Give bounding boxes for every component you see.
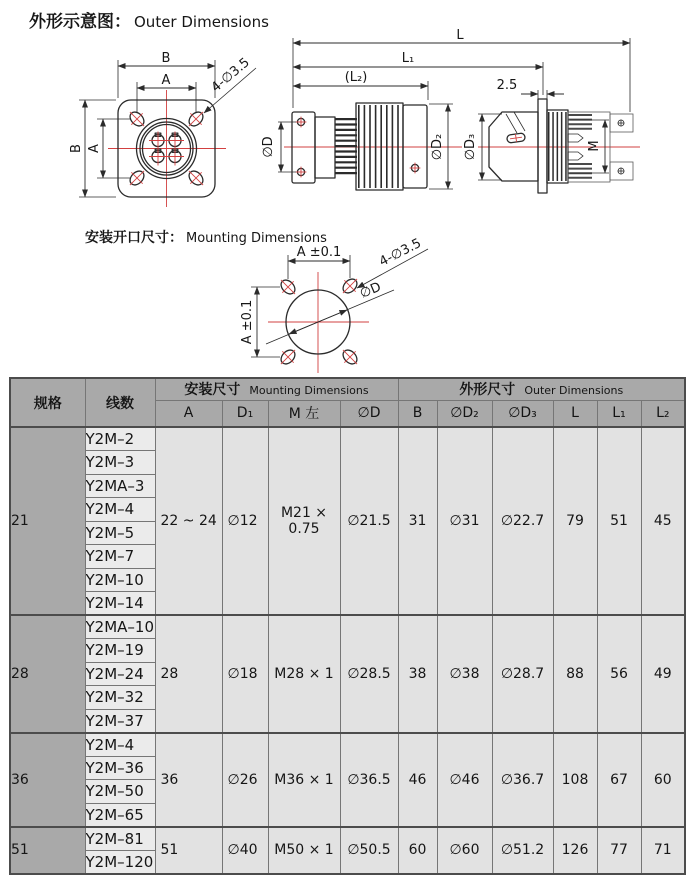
value-cell: 77	[597, 827, 641, 874]
value-cell: ∅22.7	[492, 427, 553, 615]
outer-group-zh: 外形尺寸	[459, 382, 516, 399]
dim-label-l2: (L₂)	[344, 70, 368, 85]
value-cell: 60	[398, 827, 437, 874]
value-cell: ∅40	[222, 827, 268, 874]
value-cell: ∅51.2	[492, 827, 553, 874]
value-cell: ∅18	[222, 615, 268, 733]
col-header-l: L	[553, 400, 597, 427]
value-cell: ∅36.7	[492, 733, 553, 827]
value-cell: 45	[641, 427, 685, 615]
table-row	[10, 827, 685, 851]
model-cell: Y2M–19	[85, 639, 155, 663]
dim-label-a-horizontal: A ±0.1	[296, 245, 342, 260]
value-cell: ∅60	[437, 827, 492, 874]
mounting-holes-label: 4-∅3.5	[376, 235, 424, 270]
value-cell: 126	[553, 827, 597, 874]
wires-header-label: 线数	[106, 395, 134, 412]
col-header-l1: L₁	[597, 400, 641, 427]
mounting-pattern-drawing	[240, 236, 428, 373]
mounting-group-zh: 安装尺寸	[184, 382, 241, 399]
col-header-dia-d2: ∅D₂	[437, 400, 492, 427]
value-cell: ∅28.7	[492, 615, 553, 733]
col-header-wires	[85, 378, 155, 427]
value-cell: ∅46	[437, 733, 492, 827]
dim-label-b-left: B	[69, 144, 84, 153]
value-cell: 46	[398, 733, 437, 827]
spec-cell: 21	[10, 427, 85, 615]
group-header-outer	[398, 378, 685, 400]
col-header-dia-d3: ∅D₃	[492, 400, 553, 427]
mounting-title-zh: 安装开口尺寸：	[85, 230, 183, 246]
front-view-drawing	[69, 51, 256, 207]
value-cell: 28	[155, 615, 222, 733]
mounting-title-en: Mounting Dimensions	[186, 231, 327, 246]
spec-header-label: 规格	[33, 395, 62, 412]
model-cell: Y2M–65	[85, 803, 155, 827]
dim-label-a-left: A	[87, 144, 102, 153]
page-title-zh: 外形示意图：	[29, 12, 131, 32]
model-cell: Y2M–36	[85, 756, 155, 780]
spec-cell: 28	[10, 615, 85, 733]
col-header-b: B	[398, 400, 437, 427]
front-holes-label: 4-∅3.5	[208, 55, 253, 96]
model-cell: Y2M–14	[85, 592, 155, 616]
table-row	[10, 615, 685, 639]
value-cell: 88	[553, 615, 597, 733]
col-header-spec	[10, 378, 85, 427]
spec-cell: 51	[10, 827, 85, 874]
dim-label-l: L	[456, 28, 464, 43]
table-row	[10, 427, 685, 451]
value-cell: 79	[553, 427, 597, 615]
model-cell: Y2MA–3	[85, 474, 155, 498]
plug-side-view-drawing	[261, 28, 630, 190]
dim-label-m: M	[587, 140, 602, 152]
value-cell: ∅31	[437, 427, 492, 615]
value-cell: ∅28.5	[340, 615, 398, 733]
model-cell: Y2M–50	[85, 780, 155, 804]
value-cell: 60	[641, 733, 685, 827]
technical-drawings	[0, 0, 695, 377]
value-cell: 22 ~ 24	[155, 427, 222, 615]
value-cell: ∅50.5	[340, 827, 398, 874]
value-cell: ∅12	[222, 427, 268, 615]
dim-label-a-top: A	[161, 73, 171, 88]
table-row	[10, 733, 685, 757]
mounting-d-label: ∅D	[357, 279, 384, 302]
model-cell: Y2M–37	[85, 709, 155, 733]
value-cell: ∅36.5	[340, 733, 398, 827]
dim-label-2-5: 2.5	[496, 78, 518, 93]
value-cell: ∅21.5	[340, 427, 398, 615]
model-cell: Y2M–2	[85, 427, 155, 451]
model-cell: Y2M–4	[85, 733, 155, 757]
dim-label-a-vertical: A ±0.1	[240, 299, 255, 345]
value-cell: 67	[597, 733, 641, 827]
dim-label-b-top: B	[161, 51, 171, 66]
dim-label-d3: ∅D₃	[463, 133, 478, 161]
value-cell: ∅38	[437, 615, 492, 733]
model-cell: Y2M–5	[85, 521, 155, 545]
value-cell: 31	[398, 427, 437, 615]
value-cell: 108	[553, 733, 597, 827]
model-cell: Y2MA–10	[85, 615, 155, 639]
col-header-m-left: M 左	[268, 400, 340, 427]
model-cell: Y2M–3	[85, 451, 155, 475]
dim-label-d: ∅D	[261, 136, 276, 158]
model-cell: Y2M–4	[85, 498, 155, 522]
value-cell: 51	[597, 427, 641, 615]
model-cell: Y2M–120	[85, 850, 155, 874]
model-cell: Y2M–32	[85, 686, 155, 710]
col-header-d1: D₁	[222, 400, 268, 427]
value-cell: 51	[155, 827, 222, 874]
outer-group-en: Outer Dimensions	[524, 384, 624, 398]
model-cell: Y2M–7	[85, 545, 155, 569]
col-header-a: A	[155, 400, 222, 427]
value-cell: 56	[597, 615, 641, 733]
dim-label-d2: ∅D₂	[430, 133, 445, 161]
value-cell: 38	[398, 615, 437, 733]
receptacle-side-view-drawing	[463, 78, 640, 193]
model-cell: Y2M–24	[85, 662, 155, 686]
spec-cell: 36	[10, 733, 85, 827]
model-cell: Y2M–10	[85, 568, 155, 592]
model-cell: Y2M–81	[85, 827, 155, 851]
header-row-groups	[10, 378, 685, 400]
group-header-mounting	[155, 378, 398, 400]
dim-label-l1: L₁	[401, 51, 415, 66]
value-cell: 36	[155, 733, 222, 827]
value-cell: M21 × 0.75	[268, 427, 340, 615]
value-cell: M36 × 1	[268, 733, 340, 827]
value-cell: 49	[641, 615, 685, 733]
value-cell: ∅26	[222, 733, 268, 827]
page-title-en: Outer Dimensions	[134, 13, 269, 31]
value-cell: M50 × 1	[268, 827, 340, 874]
mounting-group-en: Mounting Dimensions	[249, 384, 369, 398]
value-cell: M28 × 1	[268, 615, 340, 733]
dimensions-table	[9, 377, 686, 875]
value-cell: 71	[641, 827, 685, 874]
col-header-l2: L₂	[641, 400, 685, 427]
col-header-dia-d: ∅D	[340, 400, 398, 427]
